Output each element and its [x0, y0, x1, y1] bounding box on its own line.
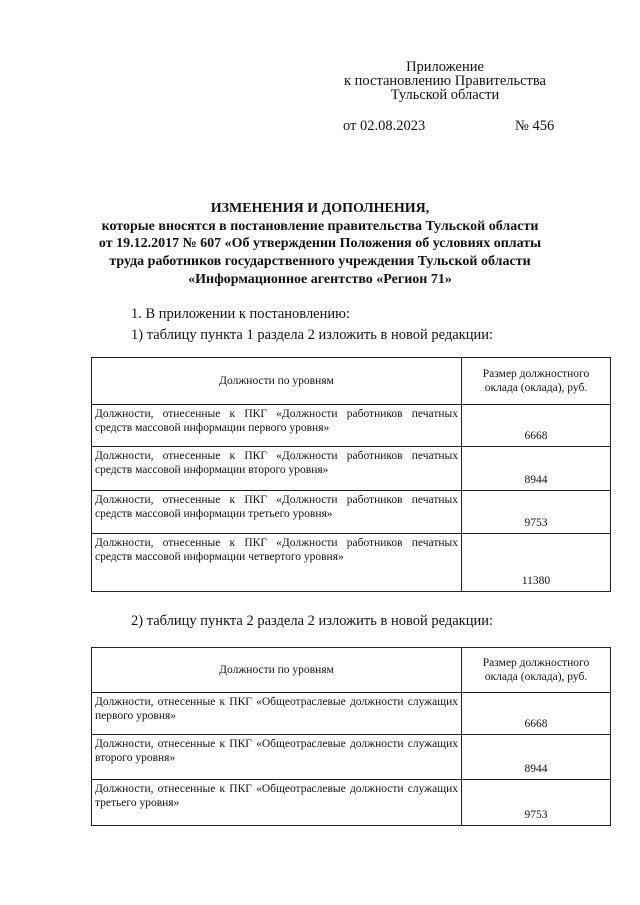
document-title — [70, 200, 570, 289]
title-line: труда работников государственного учреждения Тульской области — [109, 254, 531, 270]
appendix-line: к постановлению Правительства — [344, 73, 546, 89]
table-header-row — [92, 358, 611, 405]
salary-cell: 9753 — [462, 780, 611, 826]
salary-table-1 — [91, 357, 611, 592]
table-row — [92, 491, 611, 534]
table-header-row — [92, 648, 611, 693]
table-row — [92, 693, 611, 735]
paragraph-2: 1) таблицу пункта 1 раздела 2 изложить в новой редакции: — [131, 327, 493, 343]
salary-cell: 8944 — [462, 447, 611, 491]
header-positions: Должности по уровням — [92, 648, 462, 693]
salary-cell: 8944 — [462, 735, 611, 780]
salary-cell: 6668 — [462, 405, 611, 447]
title-line: от 19.12.2017 № 607 «Об утверждении Положения об условиях оплаты — [98, 236, 542, 252]
header-salary: Размер должностного оклада (оклада), руб. — [462, 358, 611, 405]
table-row — [92, 534, 611, 592]
salary-cell: 6668 — [462, 693, 611, 735]
title-line: «Информационное агентство «Регион 71» — [188, 271, 452, 287]
position-cell: Должности, отнесенные к ПКГ «Должности работников печатных средств массовой информации второго уровня» — [92, 447, 462, 491]
paragraph-1: 1. В приложении к постановлению: — [131, 306, 351, 322]
table-row — [92, 447, 611, 491]
table-row — [92, 405, 611, 447]
position-cell: Должности, отнесенные к ПКГ «Должности работников печатных средств массовой информации первого уровня» — [92, 405, 462, 447]
position-cell: Должности, отнесенные к ПКГ «Должности работников печатных средств массовой информации третьего уровня» — [92, 491, 462, 534]
title-line: которые вносятся в постановление правительства Тульской области — [101, 218, 539, 234]
position-cell: Должности, отнесенные к ПКГ «Общеотраслевые должности служащих первого уровня» — [92, 693, 462, 735]
salary-table-2 — [91, 647, 611, 826]
appendix-line: Тульской области — [390, 87, 500, 103]
salary-cell: 11380 — [462, 534, 611, 592]
appendix-line: Приложение — [406, 59, 484, 75]
position-cell: Должности, отнесенные к ПКГ «Должности работников печатных средств массовой информации четвертого уровня» — [92, 534, 462, 592]
position-cell: Должности, отнесенные к ПКГ «Общеотраслевые должности служащих третьего уровня» — [92, 780, 462, 826]
paragraph-3: 2) таблицу пункта 2 раздела 2 изложить в новой редакции: — [131, 613, 493, 629]
header-salary: Размер должностного оклада (оклада), руб. — [462, 648, 611, 693]
resolution-date: от 02.08.2023 — [343, 118, 426, 134]
table-row — [92, 735, 611, 780]
title-line: ИЗМЕНЕНИЯ И ДОПОЛНЕНИЯ, — [210, 201, 430, 216]
table-row — [92, 780, 611, 826]
header-positions: Должности по уровням — [92, 358, 462, 405]
resolution-number: № 456 — [515, 118, 555, 134]
salary-cell: 9753 — [462, 491, 611, 534]
appendix-block — [330, 60, 560, 102]
position-cell: Должности, отнесенные к ПКГ «Общеотраслевые должности служащих второго уровня» — [92, 735, 462, 780]
